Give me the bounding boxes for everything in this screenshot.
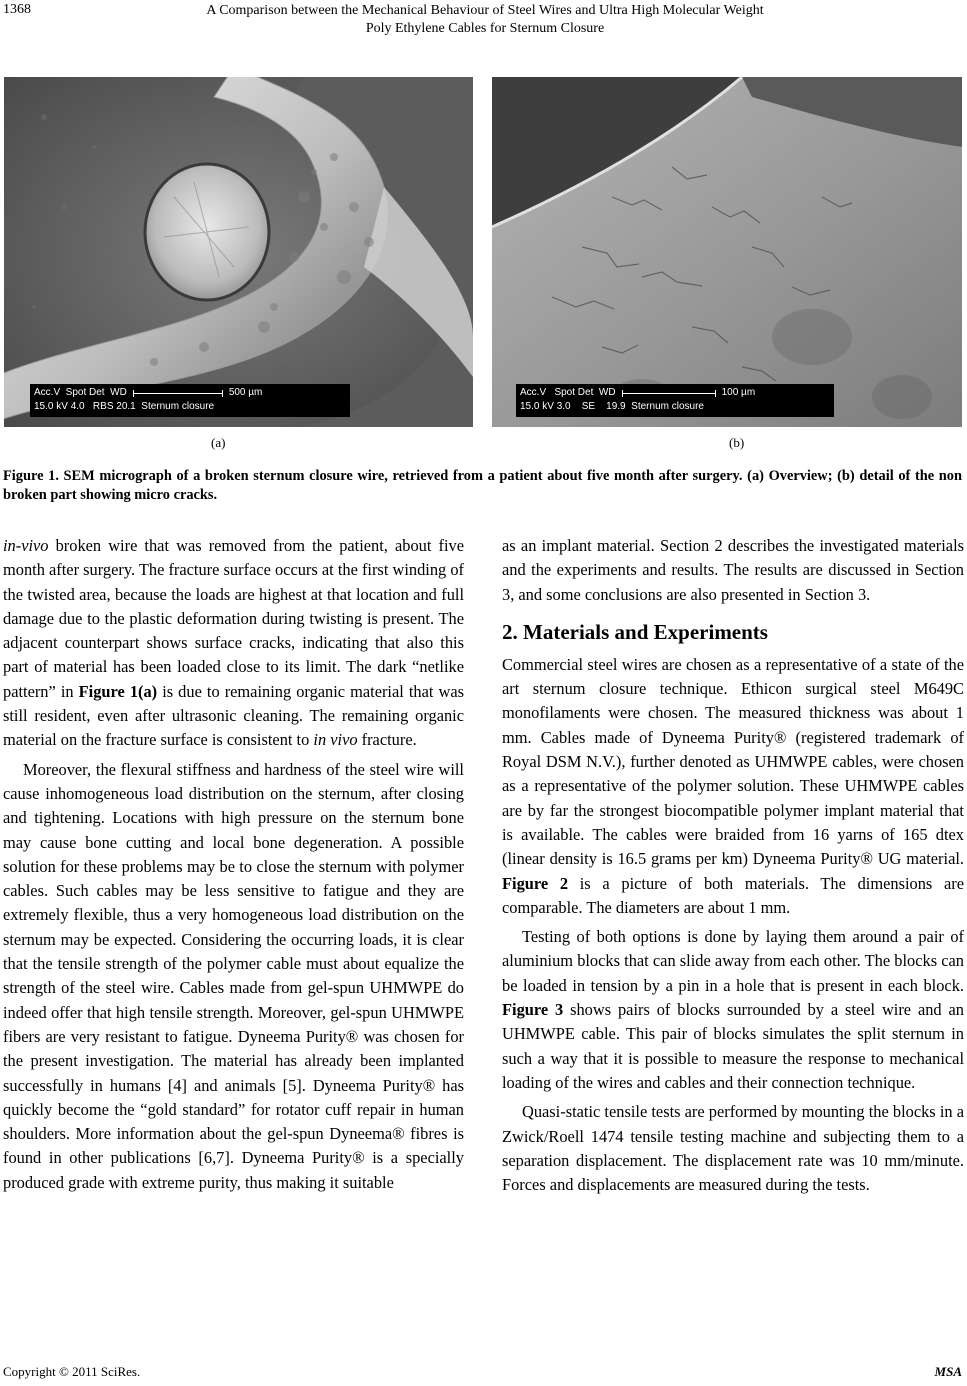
scale-bar-panel-b <box>516 384 834 417</box>
scale-bar-line <box>133 390 223 397</box>
right-column <box>502 534 964 1197</box>
figure-reference: Figure 2 <box>502 873 569 893</box>
paragraph-text: shows pairs of blocks surrounded by a steel wire and an UHMWPE cable. This pair of blocks simulates the split sternum in such a way that it is possible to measure the response to mechanical loading of the wires and cables and their connection technique. <box>502 1000 964 1092</box>
figure-sublabel-b: (b) <box>729 435 745 450</box>
paragraph <box>3 534 464 753</box>
paragraph-text: Testing of both options is done by laying them around a pair of aluminium blocks that can slide away from each other. The blocks can be loaded in tension by a pin in a hole that is present in each block. <box>502 927 964 995</box>
figure-1b-micrograph <box>492 77 962 427</box>
scale-bar-parameters-header: Acc.V Spot Det WD <box>520 387 616 398</box>
scale-bar-line <box>622 390 716 397</box>
italic-term: in vivo <box>313 730 358 750</box>
paragraph-text: is due to remaining organic material that was still resident, even after ultrasonic cleaning. The remaining organic material on the fracture surface is consistent to <box>3 681 464 750</box>
figure-reference: Figure 3 <box>502 1000 564 1020</box>
paragraph-text: Commercial steel wires are chosen as a representative of a state of the art sternum closure technique. Ethicon surgical steel M649C monofilaments were chosen. The measured thickness was about 1 mm. Cables made of Dyneema Purity® (registered trademark of Royal DSM N.V.), further denoted as UHMWPE cables, were chosen as a representative of the polymer solution. These UHMWPE cables are by far the strongest biocompatible polymer implant material that is available. The cables were braided from 16 yarns of 165 dtex (linear density is 16.5 grams per km) Dyneema Purity® UG material. <box>502 654 964 869</box>
page-number: 1368 <box>3 2 31 17</box>
scale-bar-parameters-values: 15.0 kV 3.0 SE 19.9 Sternum closure <box>520 401 704 412</box>
paragraph-text: fracture. <box>357 730 417 750</box>
figure-caption: Figure 1. SEM micrograph of a broken sternum closure wire, retrieved from a patient about five month after surgery. (a) Overview; (b) detail of the non broken part showing micro cracks. <box>3 468 962 503</box>
scale-bar-length: 100 µm <box>721 387 756 398</box>
paragraph: as an implant material. Section 2 describes the investigated materials and the experiments and results. The results are discussed in Section 3, and some conclusions are also presented in Section 3. <box>502 536 964 604</box>
figure-reference: Figure 1(a) <box>78 681 158 701</box>
sem-overview-image <box>4 77 473 427</box>
scale-bar-parameters-header: Acc.V Spot Det WD <box>34 387 127 398</box>
section-heading: 2. Materials and Experiments <box>502 619 768 644</box>
running-header <box>140 2 830 38</box>
scale-bar-parameters-values: 15.0 kV 4.0 RBS 20.1 Sternum closure <box>34 401 215 412</box>
sem-detail-image <box>492 77 962 427</box>
figure-1a-micrograph <box>4 77 473 427</box>
left-column <box>3 534 464 1195</box>
paragraph-text: broken wire that was removed from the patient, about five month after surgery. The fracture surface occurs at the first winding of the twisted area, because the loads are highest at that location and full damage due to the plastic deformation during twisting is present. The adjacent counterpart shows surface cracks, indicating that also this part of material has been loaded close to its limit. The dark “netlike pattern” in <box>3 536 464 701</box>
running-header-line-2: Poly Ethylene Cables for Sternum Closure <box>365 21 605 36</box>
paragraph: Moreover, the flexural stiffness and hardness of the steel wire will cause inhomogeneous load distribution on the sternum, after closing and tightening. Locations with high pressure on the sternum bone may cause bone cutting and local bone degeneration. A possible solution for these problems may be to close the sternum with polymer cables. Such cables may be less sensitive to fatigue and they are extremely flexible, thus a very homogeneous load distribution on the sternum may be expected. Considering the occurring loads, it is clear that the tensile strength of the polymer cable must about equalize the strength of the steel wire. Cables made from gel-spun UHMWPE do indeed offer that high tensile strength. Moreover, gel-spun UHMWPE fibers are very resistant to fatigue. Dyneema Purity® was chosen for the present investigation. The material has already been implanted successfully in humans [4] and animals [5]. Dyneema Purity® has quickly become the “gold standard” for rotator cuff repair in human shoulders. More information about the gel-spun Dyneema® fibres is found in other publications [6,7]. Dyneema Purity® is a specially produced grade with extreme purity, thus making it suitable <box>3 759 464 1192</box>
footer-copyright: Copyright © 2011 SciRes. <box>3 1364 141 1379</box>
italic-term: in-vivo <box>3 536 49 555</box>
paragraph <box>502 925 964 1095</box>
running-header-line-1: A Comparison between the Mechanical Behaviour of Steel Wires and Ultra High Molecular Weight <box>206 3 764 18</box>
paragraph: Quasi-static tensile tests are performed by mounting the blocks in a Zwick/Roell 1474 tensile testing machine and subjecting them to a separation displacement. The displacement rate was 10 mm/minute. Forces and displacements are measured during the tests. <box>502 1102 964 1195</box>
paragraph <box>502 653 964 920</box>
footer-journal: MSA <box>934 1364 962 1379</box>
figure-sublabel-a: (a) <box>211 435 226 450</box>
scale-bar-length: 500 µm <box>228 387 263 398</box>
paragraph-text: is a picture of both materials. The dimensions are comparable. The diameters are about 1 mm. <box>502 873 964 917</box>
scale-bar-panel-a <box>30 384 350 417</box>
